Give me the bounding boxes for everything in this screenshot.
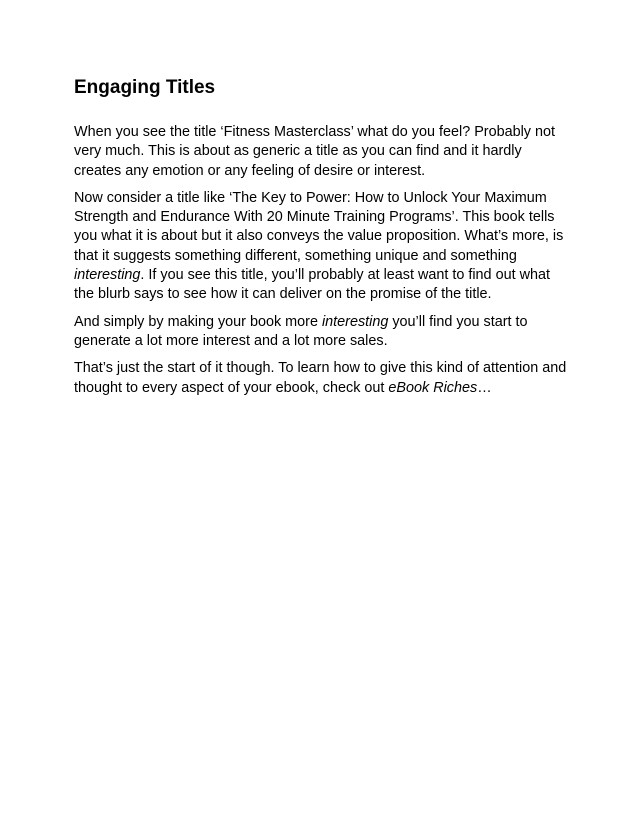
paragraph-1 [74,123,570,181]
paragraph-2-after: . If you see this title, you’ll probably at least want to find out what the blurb says to see how it can deliver on the promise of the title. [74,267,550,303]
section-heading: Engaging Titles [74,77,216,98]
paragraph-1-text: When you see the title ‘Fitness Masterclass’ what do you feel? Probably not very much. This is about as generic a title as you can find and it hardly creates any emotion or any feeling of desire or interest. [74,124,555,179]
document-page [74,76,570,406]
paragraph-2-emphasis: interesting [74,267,141,284]
book-title-link: eBook Riches [388,379,478,396]
paragraph-3-emphasis: interesting [321,313,389,330]
paragraph-4-after: … [477,379,492,396]
paragraph-3-after: you’ll find you start to generate a lot more interest and a lot more sales. [74,313,528,349]
paragraph-3 [74,313,570,352]
paragraph-4-before: That’s just the start of it though. To learn how to give this kind of attention and thought to every aspect of your ebook, check out [74,360,567,396]
paragraph-2 [74,189,570,305]
paragraph-4 [74,359,570,398]
paragraph-2-before: Now consider a title like ‘The Key to Power: How to Unlock Your Maximum Strength and Endurance With 20 Minute Training Programs’. This book tells you what it is about but it also conveys the value proposition. What’s more, is that it suggests something different, something unique and something [74,189,564,264]
paragraph-3-before: And simply by making your book more [74,313,322,330]
